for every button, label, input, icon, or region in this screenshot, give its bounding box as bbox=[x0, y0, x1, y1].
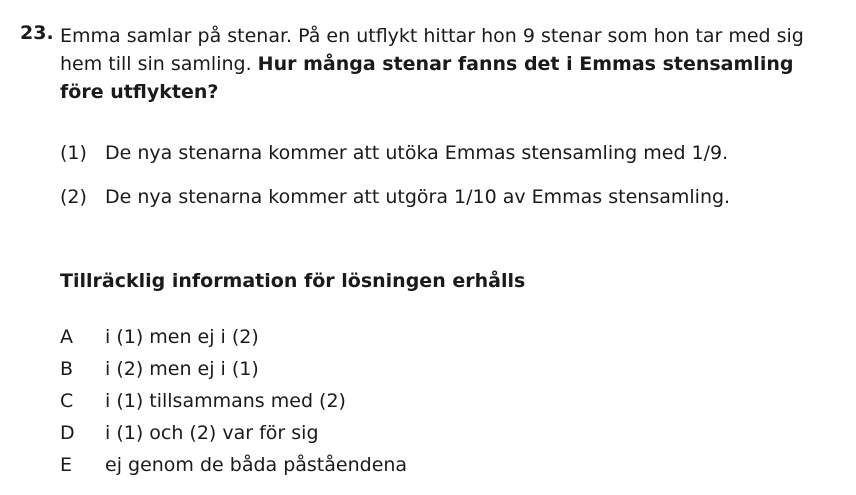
option-b[interactable] bbox=[60, 357, 407, 389]
statement-label: (2) bbox=[60, 186, 87, 208]
option-letter: C bbox=[60, 390, 74, 412]
option-letter: A bbox=[60, 326, 73, 348]
info-heading: Tillräcklig information för lösningen erhålls bbox=[60, 270, 526, 292]
statement-label: (1) bbox=[60, 142, 87, 164]
option-c[interactable] bbox=[60, 389, 407, 421]
question-text bbox=[60, 22, 840, 106]
answer-options bbox=[60, 325, 407, 485]
option-text: i (1) tillsammans med (2) bbox=[105, 390, 346, 412]
option-d[interactable] bbox=[60, 421, 407, 453]
option-a[interactable] bbox=[60, 325, 407, 357]
question-prompt: Hur många stenar fanns det i Emmas stensamling före utflykten? bbox=[60, 53, 794, 103]
option-letter: D bbox=[60, 422, 75, 444]
statement-text: De nya stenarna kommer att utöka Emmas stensamling med 1/9. bbox=[105, 142, 729, 164]
option-text: i (1) och (2) var för sig bbox=[105, 422, 319, 444]
statement-2 bbox=[60, 186, 730, 208]
option-e[interactable] bbox=[60, 453, 407, 485]
option-text: i (1) men ej i (2) bbox=[105, 326, 259, 348]
question-number: 23. bbox=[20, 22, 54, 44]
option-letter: E bbox=[60, 454, 73, 476]
statement-text: De nya stenarna kommer att utgöra 1/10 av Emmas stensamling. bbox=[105, 186, 731, 208]
option-text: ej genom de båda påståendena bbox=[105, 454, 408, 476]
statement-1 bbox=[60, 142, 728, 164]
question-intro: Emma samlar på stenar. På en utflykt hittar hon 9 stenar som hon tar med sig hem till sin samling. bbox=[60, 25, 804, 75]
option-text: i (2) men ej i (1) bbox=[105, 358, 259, 380]
option-letter: B bbox=[60, 358, 74, 380]
